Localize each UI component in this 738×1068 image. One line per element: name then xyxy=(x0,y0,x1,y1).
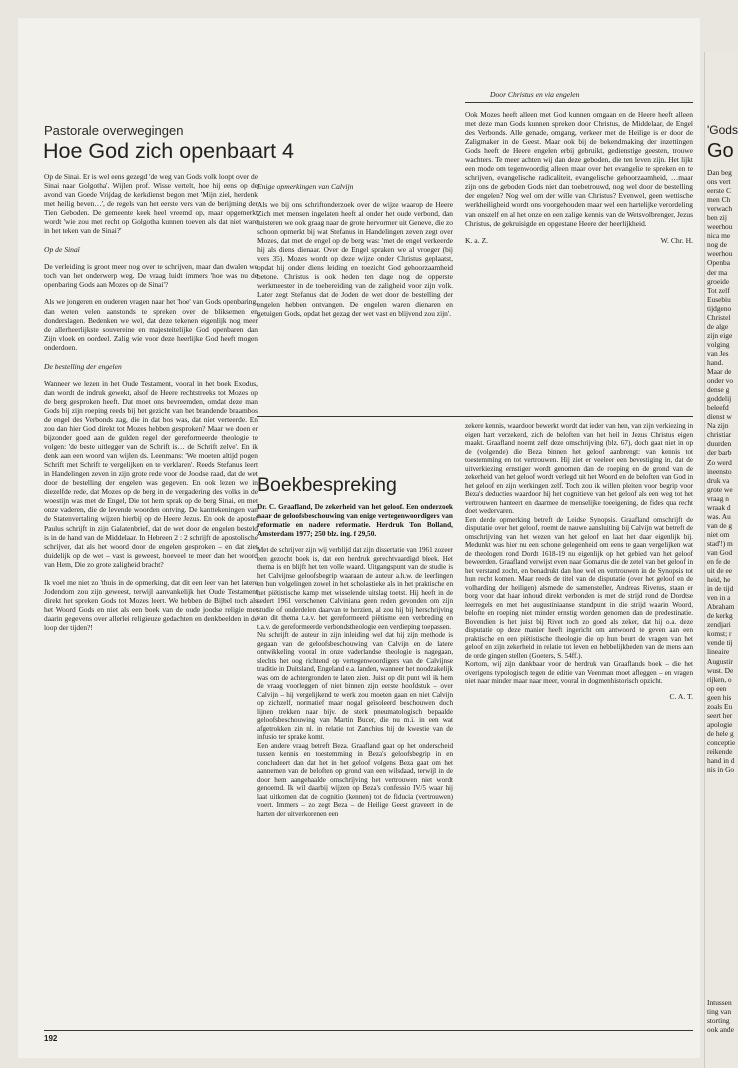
book-citation: Dr. C. Graafland, De zekerheid van het geloof. Een onderzoek naar de geloofsbeschouwing van enige vertegenwoordigers van reformatie en nadere reformatie. Herdruk Ton Bolland, Amsterdam 1977; 250 blz. ing. f 29,50. xyxy=(257,502,453,539)
next-page-line: Tot zelf xyxy=(707,285,730,295)
next-page-line: dense g xyxy=(707,385,730,395)
next-page-line: eerste C xyxy=(707,186,732,196)
next-page-text-bottom xyxy=(707,998,734,1034)
next-page-line: Zo werd xyxy=(707,457,732,467)
article-title: Hoe God zich openbaart 4 xyxy=(43,139,294,163)
paragraph: Wanneer we lezen in het Oude Testament, vooral in het boek Exodus, dan wordt de indruk gewekt, alsof de Heere rechtstreeks tot Mozes op de berg gesproken heeft. Dat moet ons bevreemden, omdat deze man Gods bij zijn roeping reeds bij het gezicht van het brandende braambos de engel des Verbonds zag, die in dat bos was, dat niet verteerde. En zou dan hier God direkt tot Mozes hebben gesproken? Maar we doen er bijzonder goed aan de gulden regel der gereformeerde theologie te volgen: 'de beste uitlegger van de Schrift is… de Schrift zelve'. En ik denk aan een woord van wijlen ds. Leenmans: 'We moeten altijd pogen Schrift met Schrift te vergelijken en te verklaren'. Reeds Stefanus leert in Handelingen zeven in zijn grote rede voor de Joodse raad, dat de wet door de bestelling der engelen was gegeven. En ook lezen we in diezelfde rede, dat Mozes op de berg in de vergadering des volks in de woestijn was met de Engel, Die tot hem sprak op de berg Sinai, en met onze vaderen, die de levende woorden ontving. De kanttekeningen van de Statenvertaling wijzen hierbij op de Heere Jezus. En ook de apostel Paulus schrijft in zijn Galatenbrief, dat de wet door de engelen besteld is in de hand van de Middelaar. In Hebreen 2 : 2 schrijft de apostolische schrijver, dat als het woord door de engelen gesproken – en dat ziet duidelijk op de wet – vast is geweest, hoeveel te meer dan het woord van Hem, Die zo grote zaligheid bracht? xyxy=(44,378,258,569)
author-line xyxy=(465,236,693,248)
next-page-line: ook ande xyxy=(707,1025,734,1035)
next-page-line: tijdgeno xyxy=(707,303,732,313)
paragraph: Een derde opmerking betreft de Leidse Synopsis. Graafland omschrijft de disputatie over het geloof, roemt de nauwe aansluiting bij Calvijn wat betreft de omschrijving van het wezen van het geloof en laat het daar eigenlijk bij. Medunkt was hier nu een schone gelegenheid om eens te gaan vergelijken wat de theologen rond Dordt 1618-19 nu eigenlijk op het gebied van het geloof beweerden. Graafland verwijst even naar Gomarus die de zetel van het geloof in het verstand zocht, en benadrukt dan hoe wel en vertrouwen in de Synopsis tot hun recht komen. Maar reeds de titel van de disputatie (over het geloof en de volharding der heiligen) alsmede de samensteller, Andreas Rivetus, staan er borg voor dat haar inhoud direkt verbonden is met de strijd rond de Dordtse leerregels en met het augustiniaanse standpunt in die strijd waarin Woord, belofte en roeping niet minder ernstig worden genomen dan de predestinatie. Bovendien is het juist bij Rivet toch zo goed als zeker, dat hij o.a. deze disputatie op deze manier heeft ingericht om antwoord te geven aan een praktische en een piëtistische theologie die op hun beurt de vragen van het geloof en zijn zekerheid in relatie tot leven en hebbelijkheden van de mens aan de orde gingen stellen (Goeters, S. 54ff.). xyxy=(465,515,693,660)
next-page-line: christiar xyxy=(707,430,732,440)
next-page-line: op een xyxy=(707,683,727,693)
next-page-line: seert her xyxy=(707,710,733,720)
next-page-line: Eusebiu xyxy=(707,294,731,304)
next-page-line: van de g xyxy=(707,520,733,530)
article-column-1 xyxy=(44,172,258,632)
next-page-edge xyxy=(704,52,738,1068)
next-page-line: ben zij xyxy=(707,213,727,223)
review-signature: C. A. T. xyxy=(669,691,693,701)
next-page-line: dienst w xyxy=(707,412,732,422)
page-number: 192 xyxy=(44,1034,58,1043)
next-page-line: duurden xyxy=(707,439,732,449)
next-page-line: vraag n xyxy=(707,493,729,503)
next-page-line: verwach xyxy=(707,204,733,214)
next-page-line: weerhou xyxy=(707,222,733,232)
next-page-header: 'Gods xyxy=(707,123,738,137)
next-page-line: volging xyxy=(707,339,730,349)
next-page-line: nica me xyxy=(707,231,731,241)
subheading: Enige opmerkingen van Calvijn xyxy=(257,182,354,191)
next-page-line: Abraham xyxy=(707,602,735,612)
next-page-line: onder vo xyxy=(707,376,734,386)
next-page-line: Christel xyxy=(707,312,731,322)
next-page-line: conceptie xyxy=(707,737,736,747)
next-page-line: de kerkg xyxy=(707,611,733,621)
next-page-line: Openba xyxy=(707,258,730,268)
next-page-line: vende tij xyxy=(707,638,733,648)
next-page-line: hand in d xyxy=(707,756,735,766)
paragraph: Kortom, wij zijn dankbaar voor de herdruk van Graaflands boek – die het overigens typologisch tegen de editie van Veenman moet afleggen – en vragen niet naar minder maar naar meer, vooral in dogmenhistorisch opzicht. xyxy=(465,660,693,685)
next-page-line: Augustir xyxy=(707,656,733,666)
paragraph: zekere kennis, waardoor bewerkt wordt dat ieder van hen, van zijn verkiezing in eigen hart verzekerd, zich de beloften van het heil in Jezus Christus eigen maakt. Graafland noemt zelf deze omschrijving (blz. 67), doch gaat niet in op de (volgende) die Beza binnen het geloof aanbrengt: van kennis tot toestemming en tot vertrouwen. Hij ziet er veeleer een bevestiging in, dat de uitverkiezing ernstiger wordt genomen dan de roeping en de grond van de zekerheid van het geloof wordt verlegd uit het Woord en de beloften van God in het geloof en zijn werkingen zelf. Toch zou ik willen pleiten voor begrip voor Beza's deducties waardoor hij het cognitieve van het geloof als een weg tot het vertrouwen hanteert en daarmee de menselijke toeeigening, de fides qua recht doet wedervaren. xyxy=(465,422,693,515)
next-page-line: in de tijd xyxy=(707,584,734,594)
next-page-line: wraak d xyxy=(707,502,731,512)
next-page-line: de alge xyxy=(707,321,729,331)
next-page-line: en fe de xyxy=(707,557,731,567)
paragraph: Ik voel me niet zo 'thuis in de opmerking, dat dit een leer van het latere Jodendom zou zijn geweest, terwijl aanvankelijk het Oude Testament direkt het spreken Gods tot Mozes leert. We hebben de Bijbel toch als het Woord Gods en niet als een boek van de oude joodse religie met daarin gegevens over allerlei religieuze gedachten en denkbeelden in de loop der tijden?! xyxy=(44,577,258,632)
paragraph: Nu schrijft de auteur in zijn inleiding wel dat hij zijn methode is gegaan van de geloofsbeschouwing van Calvijn en de latere ontwikkeling vooral in onze vaderlandse theologie is nagegaan, slechts het oog richtend op vertegenwoordigers van de Calvijnse traditie in Duitsland, Engeland e.a. landen, wanneer het noodzakelijk was om de achtergronden te laten zien. Juist op dit punt wil ik hem de vraag voorleggen of niet binnen zijn eerste hoofdstuk – over Calvijn – hij vergelijkend te werk zou moeten gaan en niet Calvijn op zichzelf, normatief maar nogal geïsoleerd beschouwen doch lijnen trekken naar bijv. de sterk pneumatologisch bepaalde geloofsbeschouwing van Martin Bucer, die nu m.i. in een wat afgetrokken zin nl. in relatie tot Zanchius bij de kwestie van de infusio ter sprake komt. xyxy=(257,631,453,742)
column-header: Door Christus en via engelen xyxy=(490,90,580,99)
next-page-line: Na zijn xyxy=(707,421,729,431)
review-column-2 xyxy=(465,422,693,701)
next-page-line: groeide xyxy=(707,276,730,286)
next-page-line: zijn eige xyxy=(707,330,733,340)
next-page-line: lineaire xyxy=(707,647,730,657)
next-page-line: zoals Eu xyxy=(707,701,733,711)
header-rule xyxy=(465,102,693,103)
next-page-line: zendjari xyxy=(707,620,731,630)
author-name: W. Chr. H. xyxy=(660,235,693,245)
next-page-line: der barb xyxy=(707,448,732,458)
next-page-line: storting xyxy=(707,1016,730,1026)
review-title: Boekbespreking xyxy=(257,474,397,496)
next-page-line: ons vert xyxy=(707,177,731,187)
next-page-line: reikende xyxy=(707,747,733,756)
next-page-line: men Ch xyxy=(707,195,731,205)
next-page-line: beleefd xyxy=(707,403,729,413)
paragraph: Een andere vraag betreft Beza. Graafland gaat op het onderscheid tussen kennis en toestemming in Beza's geloofsbegrip in en concludeert dan dat het in het geloof volgens Beza gaat om het aannemen van de beloften op grond van een wilsdaad, terwijl in de door hem aangehaalde omschrijving het vertrouwen niet wordt genoemd. Ik wil daarbij wijzen op Beza's confessio IV/5 waar hij laat uitkomen dat de cognitio (kennen) tot de fiducia (vertrouwen) voert. Immers – zo zegt Beza – de Heilige Geest graveert in de harten der uitverkorenen een xyxy=(257,741,453,818)
next-page-line: hand. xyxy=(707,357,724,367)
next-page-line: ting van xyxy=(707,1007,732,1017)
next-page-text xyxy=(707,168,735,774)
next-page-line: nis in Go xyxy=(707,765,735,775)
paragraph: Met de schrijver zijn wij verblijd dat zijn dissertatie van 1961 zozeer een gezocht boek is, dat een herdruk gerechtvaardigd bleek. Het thema is en blijft het ten volle waard. Uitgangspunt van de studie is het Calvijnse geloofsbegrip waaraan de auteur a.h.w. de leerlingen en hun volgelingen zowel in het scholastieke als in het praktische en het piëtistische kamp met wisselende uitslag toetst. Hij heeft in de sedert 1961 verschenen Calviniana geen reden gevonden om zijn studie of onderdelen daarvan te herzien, al zou hij bij herschrijving van dit thema t.a.v. het gereformeerd piëtisme een verbreding en t.a.v. de gereformeerde verbondstheologie een verdieping toepassen. xyxy=(257,546,453,631)
section-label: Pastorale overwegingen xyxy=(44,123,184,138)
next-page-line: niet om xyxy=(707,529,730,539)
next-page-title: Go xyxy=(707,140,734,162)
paragraph: Op de Sinai. Er is wel eens gezegd 'de weg van Gods volk loopt over de Sinai naar Golgotha'. Wijlen prof. Wisse vertelt, hoe hij eens op de avond van Goede Vrijdag de kerkdienst begon met 'Mijn ziel, herdenk met heilig beven…', de regels van het eerste vers van de berijming der Tien Geboden. De gemeente keek heel vreemd op, maar opgemerkt wordt 'wie zou met recht op Golgotha kunnen toeven als dat niet ware in het teken van de Sinai?' xyxy=(44,172,258,236)
subheading: De bestelling der engelen xyxy=(44,361,122,371)
next-page-line: der ma xyxy=(707,267,728,277)
magazine-page xyxy=(18,18,700,1058)
next-page-line: grote we xyxy=(707,484,733,494)
next-page-line: Dan beg xyxy=(707,168,732,177)
next-page-line: komst; r xyxy=(707,629,732,639)
section-divider xyxy=(257,416,693,417)
next-page-line: was. Au xyxy=(707,511,731,521)
next-page-line: rijken, o xyxy=(707,674,732,684)
paragraph: Als we jongeren en ouderen vragen naar het 'hoe' van Gods openbaring, dan weten velen aanstonds te spreken over de bliksemen en donderslagen. Bedenken we wel, dat deze tekenen eigenlijk nog meer de allerheerlijkste souvereine en majesteitelijke God openbaren dan Zijn vloek en oordeel. Zalig wie voor deze heerlijke God heeft mogen onderdoen. xyxy=(44,297,258,352)
next-page-line: van God xyxy=(707,547,733,557)
next-page-line: apologie xyxy=(707,719,733,729)
next-page-line: stad'!) m xyxy=(707,538,733,548)
next-page-line: heid, he xyxy=(707,575,731,585)
next-page-line: Maar de xyxy=(707,367,732,377)
next-page-line: nog de xyxy=(707,240,727,250)
author-initials: K. a. Z. xyxy=(465,235,488,245)
next-page-line: druk va xyxy=(707,475,730,485)
next-page-line: de hele g xyxy=(707,728,734,738)
next-page-line: weerhou xyxy=(707,249,733,259)
next-page-line: van Jes xyxy=(707,348,729,358)
subheading: Op de Sinaï xyxy=(44,245,80,255)
paragraph: De verleiding is groot meer nog over te schrijven, maar dan dwalen we toch van het onderwerp weg. De vraag luidt immers 'hoe was nu de openbaring Gods aan Mozes op de Sinai'? xyxy=(44,262,258,290)
article-column-2 xyxy=(257,182,453,318)
next-page-line: Intussen xyxy=(707,998,732,1007)
footer-rule xyxy=(44,1030,693,1031)
next-page-line: ineensto xyxy=(707,466,732,476)
next-page-line: geen his xyxy=(707,692,732,702)
paragraph: Ook Mozes heeft alleen met God kunnen omgaan en de Heere heeft alleen met deze man Gods kunnen spreken door Christus, de Middelaar, de Engel des Verbonds. Alle genade, omgang, verkeer met de Heilige is er door de Zaligmaker in de Geest. Maar ook bij de bekendmaking der inzettingen Gods heeft de Heere engelen erbij gebruikt, gedienstige geesten, trouwe wachters. Te meer achten wij dan deze geboden, die ten leven zijn. Het lijkt een mode om tegenwoordig alleen maar over het evangelie te spreken en te schrijven, evangelische radicaliteit, evangelische gehoorzaamheid, …maar zijn ons de geboden Gods niet dan toebetrouwd, nog wel door de bestelling der engelen? Nog wel om der wille van Christus? Evenwel, geen wettische werkheiligheid wordt ons voorgehouden maar wel een hartelijke verordeling van onszelf en al het onze en een zalige kennis van de Wetsvolbrenger, Jezus Christus, de gekruisigde en opgestane Heere der heerlijkheid. xyxy=(465,110,693,228)
next-page-line: goddelij xyxy=(707,394,732,404)
next-page-line: uit de ee xyxy=(707,566,733,576)
article-column-3 xyxy=(465,110,693,248)
paragraph: Als we bij ons schriftonderzoek over de wijze waarop de Heere Zich met mensen ingelaten heeft al onder het oude verbond, dan luisteren we ook graag naar de grote hervormer uit Geneve, die zo schoon opmerkt bij wat Stefanus in Handelingen zeven zegt over Mozes, dat met de engel op de berg was: 'met de engel verkeerde hij als diens dienaar. Over de Engel spraken we al vroeger (bij vers 35). Mozes wordt op deze wijze onder Christus geplaatst, opdat hij onder diens leiding en toezicht God gehoorzaamheid betone. Christus is ook heden ten dage nog de opperste werkmeester in de toebereiding van de zaligheid voor zijn volk. Later zegt Stefanus dat de Joden de wet door de bestelling der engelen hebben ontvangen. De engelen waren dienaren en getuigen Gods, opdat het gezag der wet vast en blijvend zou zijn'. xyxy=(257,200,453,318)
next-page-line: wust. De xyxy=(707,665,734,675)
review-column-1 xyxy=(257,502,453,818)
next-page-line: ven in a xyxy=(707,593,731,603)
